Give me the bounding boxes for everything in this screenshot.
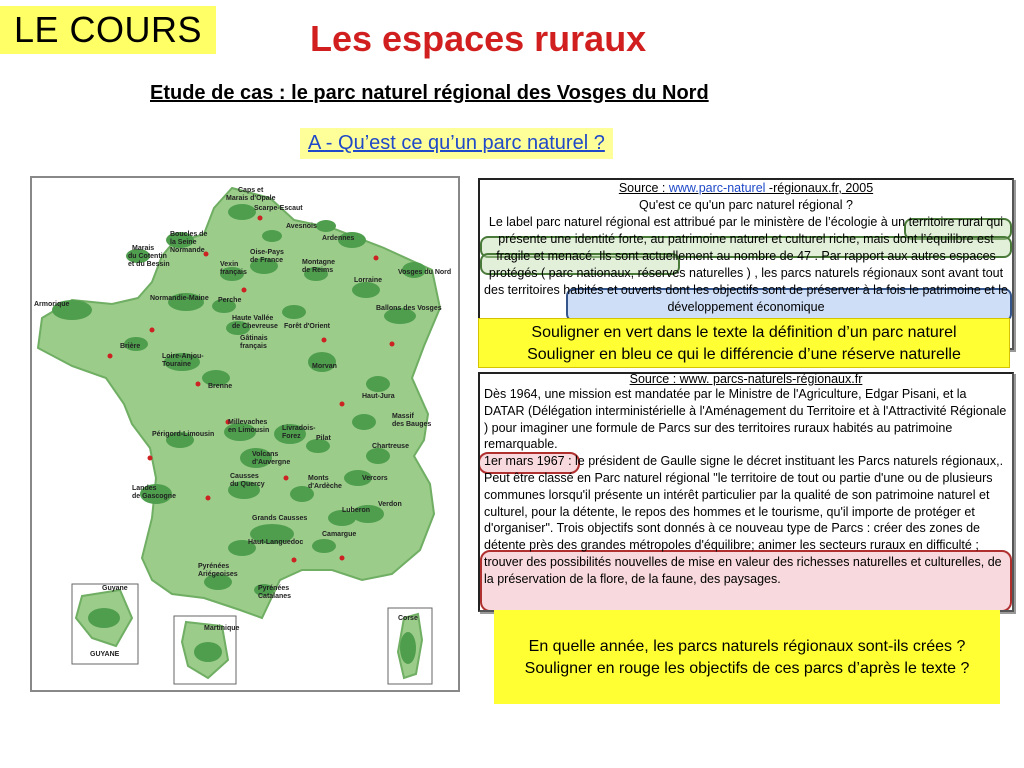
map-label: Avesnois (286, 223, 317, 230)
map-label: du Quercy (230, 481, 265, 488)
map-label: Landes (132, 485, 157, 492)
map-label: Ariégeoises (198, 571, 238, 578)
map-label: Millevaches (228, 419, 268, 426)
question1-line1: Souligner en vert dans le texte la définition d’un parc naturel (531, 324, 957, 341)
map-label: Luberon (342, 507, 370, 514)
map-label: Vercors (362, 475, 388, 482)
map-label: de Chevreuse (232, 323, 278, 330)
map-label: français (240, 343, 267, 350)
map-label: Vosges du Nord (398, 269, 452, 276)
map-label: Marais d'Opale (226, 195, 276, 202)
map-label: Massif (392, 413, 414, 420)
map-label: Corse (398, 615, 418, 622)
map-label: des Bauges (392, 421, 432, 428)
map-label: de Reims (302, 267, 334, 274)
map-label: GUYANE (90, 651, 120, 658)
question2-line2: Souligner en rouge les objectifs de ces parcs d’après le texte ? (524, 660, 970, 677)
map-label: Boucles de (170, 231, 208, 238)
map-label: Forêt d'Orient (284, 323, 330, 330)
map-label: Chartreuse (372, 443, 409, 450)
map-label: Morvan (312, 363, 337, 370)
map-label: de France (250, 257, 284, 264)
source1-body: Le label parc naturel régional est attribué par le ministère de l’écologie à un territoire rural qui présente une identité forte, au patrimoine naturel et culturel riche, mais dont l’équilibre est fragile et menacé. Ils sont actuellement au nombre de 47 . Par rapport aux autres espaces protégés ( parc nationaux, réserves naturelles ) , les parcs naturels régionaux sont avant tout des territoires habités et ouverts dont les objectifs sont de préserver à la fois le patrimoine et le développement économique (484, 215, 1008, 314)
map-label: Ballons des Vosges (376, 305, 442, 312)
map-label: en Limousin (228, 427, 270, 434)
map-label: Oise-Pays (250, 249, 284, 256)
map-label: Montagne (302, 259, 336, 266)
map-label: de Gascogne (132, 493, 176, 500)
map-label: Camargue (322, 531, 357, 538)
map-label: Vexin (220, 261, 239, 268)
source2-body: Dès 1964, une mission est mandatée par le Ministre de l'Agriculture, Edgar Pisani, et la DATAR (Délégation interministérielle à l'Aménagement du Territoire et à l'Attractivité Régionale ) pour imaginer une formule de Parcs sur des territoires ruraux habités au patrimoine remarquable. 1er mars 1967 : le président de Gaulle signe le décret instituant les Parcs naturels régionaux,. Peut être classé en Parc naturel régional "le territoire de tout ou partie d'une ou de plusieurs communes lorsqu'il présente un intérêt particulier par la qualité de son patrimoine naturel et culturel, pour la détente, le repos des hommes et le tourisme, qu'il importe de protéger et d'organiser". Trois objectifs sont donnés à ce nouveau type de Parcs : créer des zones de détente près des grandes métropoles d'équilibre; animer les secteurs ruraux en difficulté ; trouver des possibilités nouvelles de mise en valeur des richesses naturelles et culturelles, de la préservation de la flore, de la faune, des paysages. (484, 387, 1007, 586)
map-label: Loire-Anjou- (162, 353, 204, 360)
map-label: Perche (218, 297, 242, 304)
map-label: Catalanes (258, 593, 292, 600)
question-box-2 (494, 610, 1000, 704)
section-heading: A - Qu’est ce qu’un parc naturel ? (300, 128, 613, 159)
map-label: Armorique (34, 301, 70, 308)
map-label: Volcans (252, 451, 279, 458)
map-label: Forez (282, 433, 301, 440)
map-label: Pyrénées (198, 563, 230, 570)
map-label: et du Bessin (128, 261, 170, 268)
map-label: Martinique (204, 625, 240, 632)
map-graphic (32, 178, 458, 690)
map-label: Livradois- (282, 425, 316, 432)
map-label: Normandie-Maine (150, 295, 209, 302)
map-label: Verdon (378, 501, 402, 508)
map-label: Haut-Jura (362, 393, 395, 400)
question1-line2: Souligner en bleu ce qui le différencie d’une réserve naturelle (527, 346, 961, 363)
source2-date: 1er mars 1967 (484, 454, 565, 469)
map-label: Marais (132, 245, 155, 252)
map-label: Normande (170, 247, 205, 254)
map-label: Causses (230, 473, 259, 480)
france-regional-parks-map (30, 176, 460, 692)
map-label: Caps et (238, 187, 264, 194)
map-label: Gâtinais (240, 335, 268, 342)
source-text-box-2 (478, 372, 1014, 612)
map-label: Brenne (208, 383, 233, 390)
map-label: Scarpe-Escaut (254, 205, 303, 212)
map-label: Ardennes (322, 235, 355, 242)
map-label: Haute Vallée (232, 315, 274, 322)
source1-heading: Qu'est ce qu'un parc naturel régional ? (639, 198, 853, 212)
source2-heading: Source : www. parcs-naturels-régionaux.fr (629, 372, 863, 386)
map-label: Périgord-Limousin (152, 431, 215, 438)
question2-line1: En quelle année, les parcs naturels régionaux sont-ils crées ? (528, 638, 966, 655)
question-box-1 (478, 318, 1010, 368)
map-label: Grands Causses (252, 515, 308, 522)
map-label: Brière (120, 343, 141, 350)
course-badge: LE COURS (0, 6, 216, 54)
map-label: d'Auvergne (252, 459, 291, 466)
map-label: Monts (308, 475, 329, 482)
map-label: Pyrénées (258, 585, 290, 592)
map-label: Touraine (162, 361, 192, 368)
map-label: d'Ardèche (308, 483, 342, 490)
source1-citation: Source : www.parc-naturel -régionaux.fr, 2005 (618, 181, 874, 195)
map-label: Pilat (316, 435, 331, 442)
map-label: Guyane (102, 585, 128, 592)
case-study-subtitle: Etude de cas : le parc naturel régional des Vosges du Nord (150, 82, 709, 104)
map-label: Haut-Languedoc (248, 539, 304, 546)
page-title: Les espaces ruraux (310, 18, 647, 59)
map-label: français (220, 269, 247, 276)
map-label: du Cotentin (128, 253, 167, 260)
map-label: Lorraine (354, 277, 383, 284)
map-label: la Seine (170, 239, 197, 246)
